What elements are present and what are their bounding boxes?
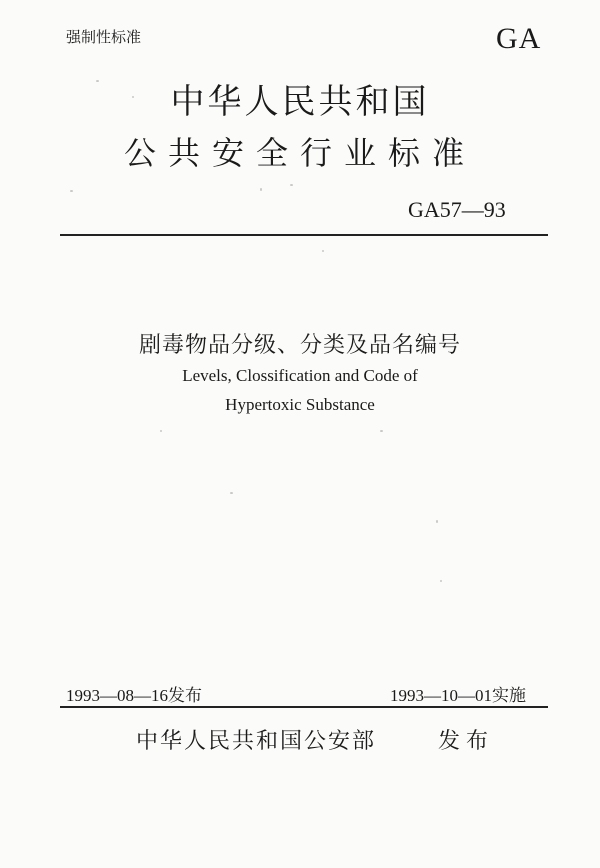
mandatory-standard-label: 强制性标准 bbox=[66, 28, 142, 46]
top-divider bbox=[60, 234, 548, 236]
document-title-chinese: 剧毒物品分级、分类及品名编号 bbox=[138, 333, 461, 358]
scan-speck bbox=[96, 80, 99, 82]
scan-speck bbox=[160, 430, 162, 432]
scan-speck bbox=[132, 96, 134, 98]
publish-label: 发布 bbox=[438, 729, 495, 754]
scan-speck bbox=[436, 520, 438, 523]
publisher-name: 中华人民共和国公安部 bbox=[136, 729, 377, 754]
bottom-divider bbox=[60, 706, 548, 708]
scan-speck bbox=[440, 580, 442, 582]
scan-speck bbox=[260, 188, 262, 191]
document-title-english-line1: Levels, Clossification and Code of bbox=[182, 366, 418, 385]
standard-code-mark: GA bbox=[496, 22, 542, 55]
scan-speck bbox=[380, 430, 383, 432]
standard-number: GA57—93 bbox=[408, 197, 506, 222]
scan-speck bbox=[322, 250, 324, 252]
scan-speck bbox=[290, 184, 293, 186]
issue-date: 1993—08—16发布 bbox=[66, 686, 202, 705]
standard-category-title: 公共安全行业标准 bbox=[123, 134, 476, 172]
document-title-english-line2: Hypertoxic Substance bbox=[225, 395, 375, 414]
issuing-country-title: 中华人民共和国 bbox=[170, 82, 430, 122]
scan-speck bbox=[70, 190, 73, 192]
scan-speck bbox=[230, 492, 233, 494]
implementation-date: 1993—10—01实施 bbox=[390, 686, 526, 705]
